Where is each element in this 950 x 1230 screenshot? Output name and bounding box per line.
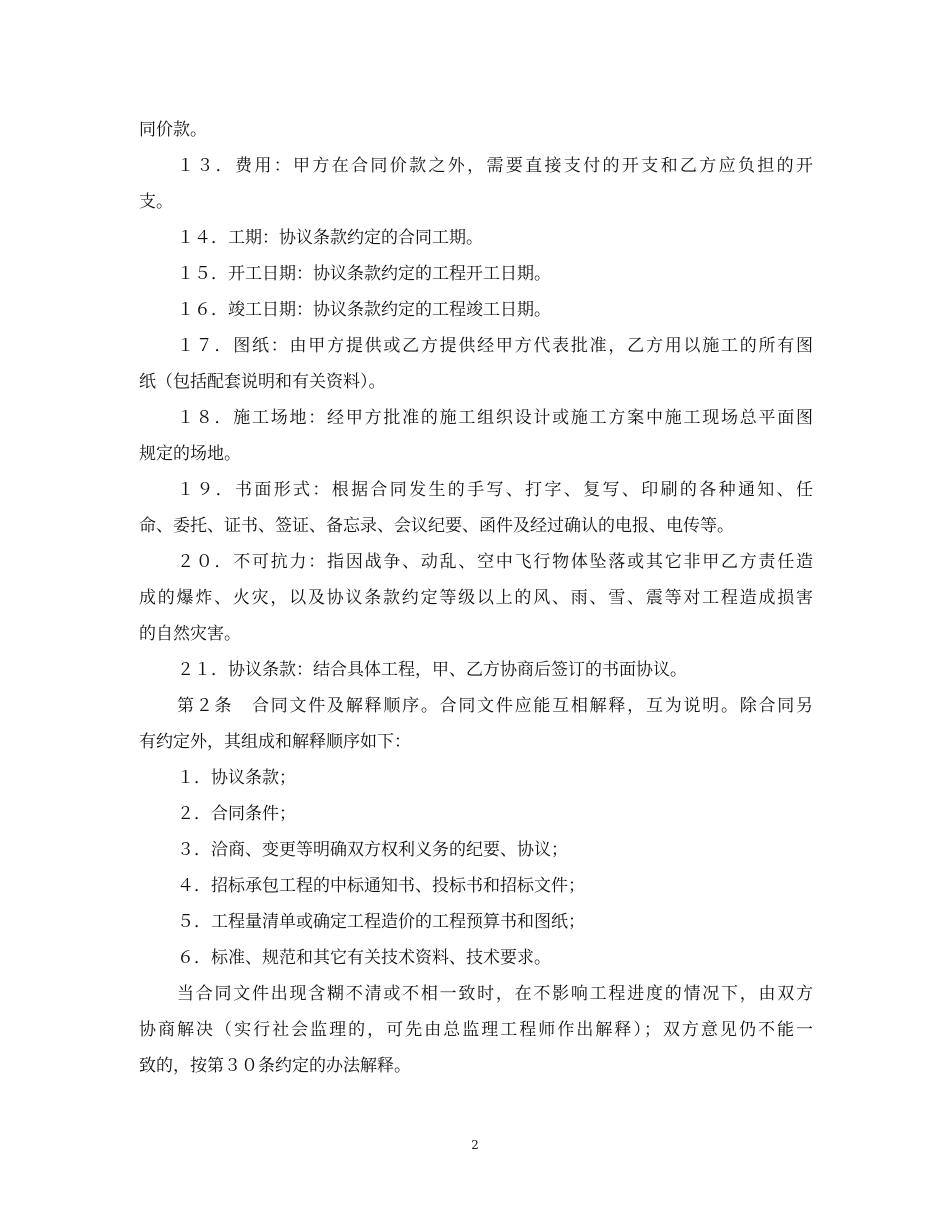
clause-14: １４．工期：协议条款约定的合同工期。 — [177, 228, 483, 248]
clause-15: １５．开工日期：协议条款约定的工程开工日期。 — [177, 264, 551, 284]
clause-19-line-2: 命、委托、证书、签证、备忘录、会议纪要、函件及经过确认的电报、电传等。 — [139, 516, 734, 536]
clause-18-line-2: 规定的场地。 — [139, 444, 241, 464]
article-2-line-2: 有约定外，其组成和解释顺序如下： — [139, 732, 411, 752]
article-2-line-1: 第２条 合同文件及解释顺序。合同文件应能互相解释，互为说明。除合同另 — [177, 696, 813, 716]
clause-13-line-1: １３．费用：甲方在合同价款之外，需要直接支付的开支和乙方应负担的开 — [177, 156, 813, 176]
resolution-line-2: 协商解决（实行社会监理的，可先由总监理工程师作出解释）；双方意见仍不能一 — [139, 1020, 813, 1040]
clause-20-line-1: ２０．不可抗力：指因战争、动乱、空中飞行物体坠落或其它非甲乙方责任造 — [177, 552, 813, 572]
resolution-line-1: 当合同文件出现含糊不清或不相一致时，在不影响工程进度的情况下，由双方 — [177, 984, 813, 1004]
order-item-4: ４．招标承包工程的中标通知书、投标书和招标文件； — [177, 876, 585, 896]
clause-16: １６．竣工日期：协议条款约定的工程竣工日期。 — [177, 300, 551, 320]
order-item-6: ６．标准、规范和其它有关技术资料、技术要求。 — [177, 948, 551, 968]
clause-13-line-2: 支。 — [139, 192, 173, 212]
clause-20-line-2: 成的爆炸、火灾，以及协议条款约定等级以上的风、雨、雪、震等对工程造成损害 — [139, 588, 813, 608]
resolution-line-3: 致的，按第３０条约定的办法解释。 — [139, 1056, 411, 1076]
body-line: 同价款。 — [139, 120, 207, 140]
order-item-3: ３．洽商、变更等明确双方权利义务的纪要、协议； — [177, 840, 568, 860]
clause-18-line-1: １８．施工场地：经甲方批准的施工组织设计或施工方案中施工现场总平面图 — [177, 408, 813, 428]
clause-17-line-1: １７．图纸：由甲方提供或乙方提供经甲方代表批准，乙方用以施工的所有图 — [177, 336, 813, 356]
clause-19-line-1: １９．书面形式：根据合同发生的手写、打字、复写、印刷的各种通知、任 — [177, 480, 813, 500]
clause-20-line-3: 的自然灾害。 — [139, 624, 241, 644]
clause-21: ２１．协议条款：结合具体工程，甲、乙方协商后签订的书面协议。 — [177, 660, 687, 680]
page-number: 2 — [471, 1138, 479, 1152]
order-item-5: ５．工程量清单或确定工程造价的工程预算书和图纸； — [177, 912, 585, 932]
order-item-2: ２．合同条件； — [177, 804, 296, 824]
order-item-1: １．协议条款； — [177, 768, 296, 788]
clause-17-line-2: 纸（包括配套说明和有关资料）。 — [139, 372, 386, 392]
